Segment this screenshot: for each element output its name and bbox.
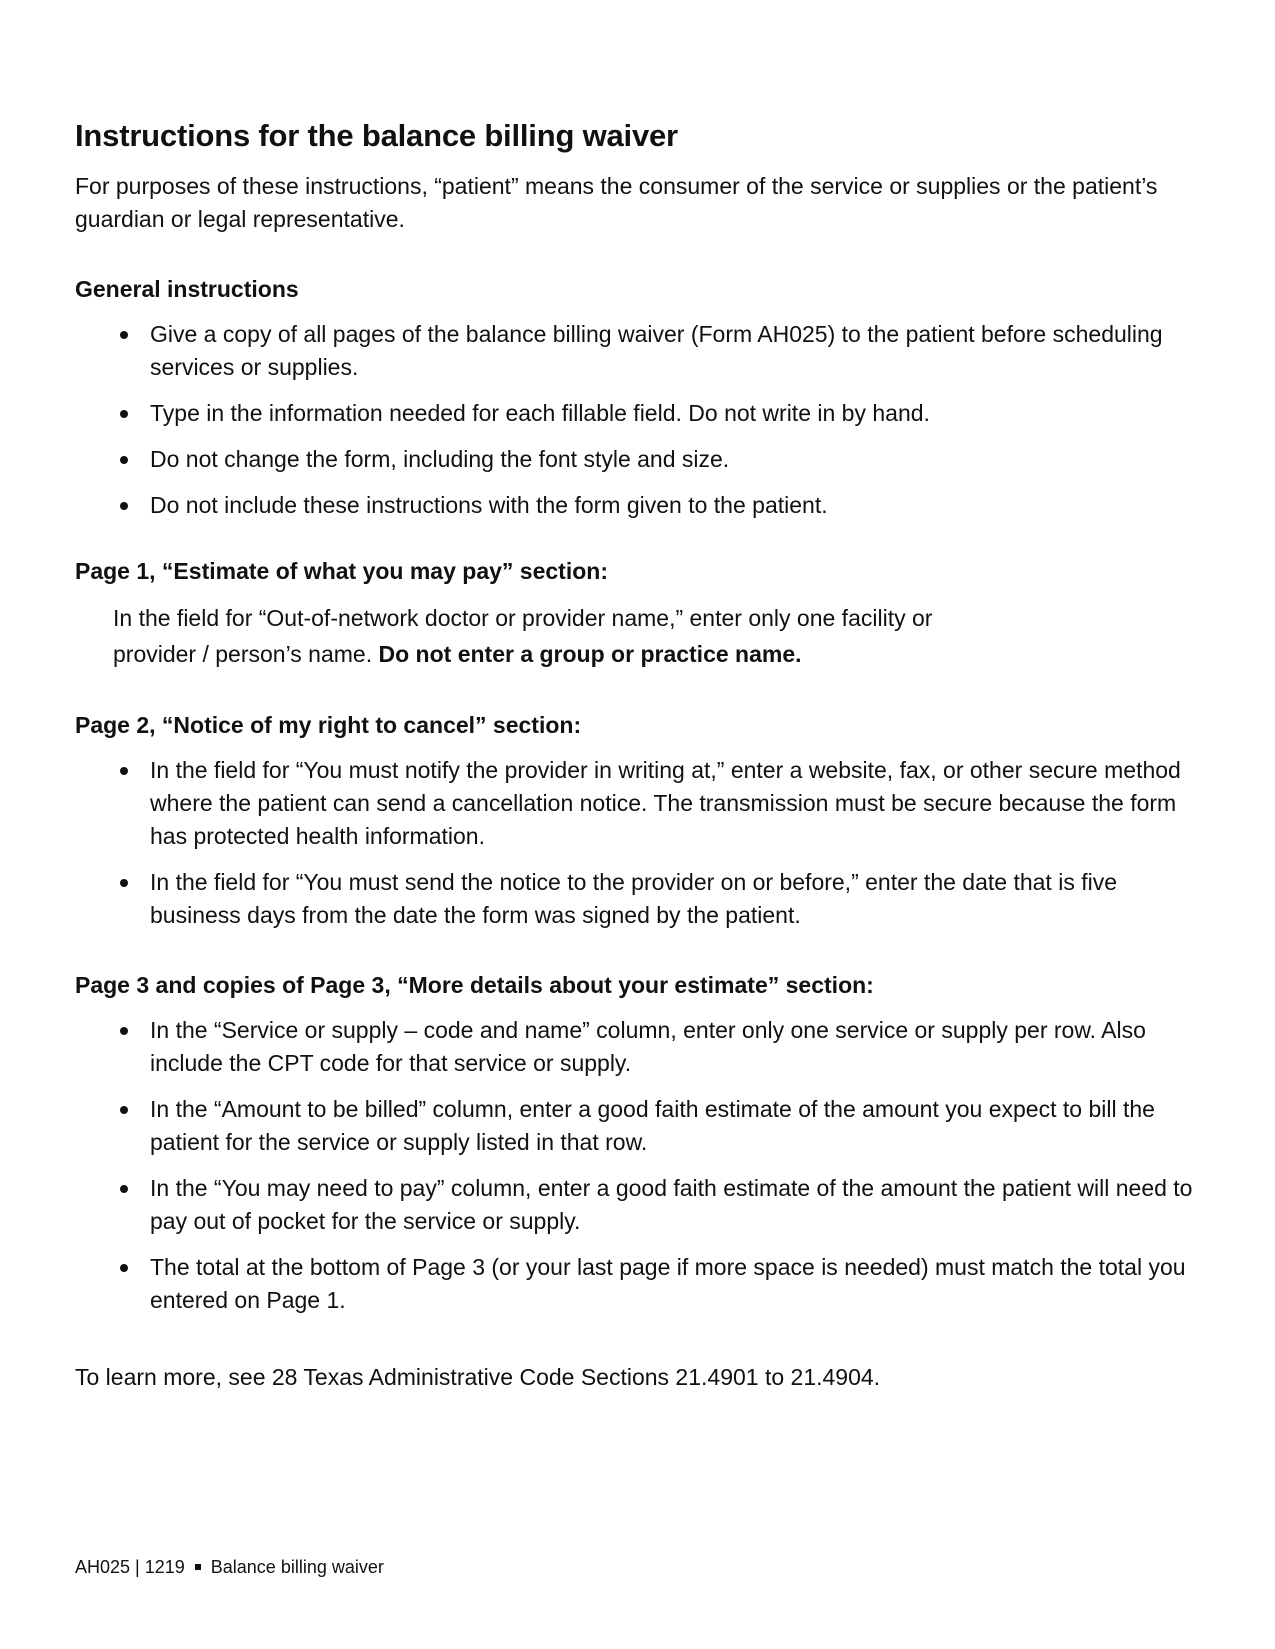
list-item: The total at the bottom of Page 3 (or your last page if more space is needed) must match the total you entered on Page 1. (150, 1251, 1205, 1317)
list-item: In the “Amount to be billed” column, enter a good faith estimate of the amount you expect to bill the patient for the service or supply listed in that row. (150, 1093, 1205, 1159)
footer-form-name: Balance billing waiver (210, 1557, 384, 1577)
page3-instructions-list (75, 1014, 1205, 1317)
intro-paragraph: For purposes of these instructions, “patient” means the consumer of the service or supplies or the patient’s guardian or legal representative. (75, 173, 1158, 232)
list-item: In the “Service or supply – code and name” column, enter only one service or supply per row. Also include the CPT code for that service or supply. (150, 1014, 1205, 1080)
list-item: Do not include these instructions with the form given to the patient. (150, 489, 1205, 522)
list-item: In the field for “You must send the notice to the provider on or before,” enter the date that is five business days from the date the form was signed by the patient. (150, 866, 1205, 932)
page1-bold-warning: Do not enter a group or practice name. (378, 641, 802, 667)
page-footer (75, 1555, 384, 1579)
page1-text-line2: provider / person’s name. (113, 641, 373, 667)
page2-section-heading: Page 2, “Notice of my right to cancel” section: (75, 712, 582, 738)
list-item: Type in the information needed for each fillable field. Do not write in by hand. (150, 397, 1205, 430)
learn-more-text: To learn more, see 28 Texas Administrative Code Sections 21.4901 to 21.4904. (75, 1364, 881, 1390)
list-item: Do not change the form, including the font style and size. (150, 443, 1205, 476)
page1-section-text (75, 600, 1205, 672)
general-instructions-heading: General instructions (75, 276, 299, 302)
list-item: Give a copy of all pages of the balance billing waiver (Form AH025) to the patient before scheduling services or supplies. (150, 318, 1205, 384)
page3-section-heading: Page 3 and copies of Page 3, “More details about your estimate” section: (75, 972, 874, 998)
document-page (75, 116, 1205, 1394)
square-bullet-icon (195, 1564, 201, 1570)
page2-instructions-list (75, 754, 1205, 932)
page1-text-line1: In the field for “Out-of-network doctor or provider name,” enter only one facility or (113, 605, 933, 631)
list-item: In the “You may need to pay” column, enter a good faith estimate of the amount the patient will need to pay out of pocket for the service or supply. (150, 1172, 1205, 1238)
page1-section-heading: Page 1, “Estimate of what you may pay” section: (75, 558, 608, 584)
general-instructions-list (75, 318, 1205, 522)
page-title: Instructions for the balance billing waiver (75, 118, 678, 153)
list-item: In the field for “You must notify the provider in writing at,” enter a website, fax, or other secure method where the patient can send a cancellation notice. The transmission must be secure because the form has protected health information. (150, 754, 1205, 853)
footer-form-code: AH025 | 1219 (75, 1557, 185, 1577)
